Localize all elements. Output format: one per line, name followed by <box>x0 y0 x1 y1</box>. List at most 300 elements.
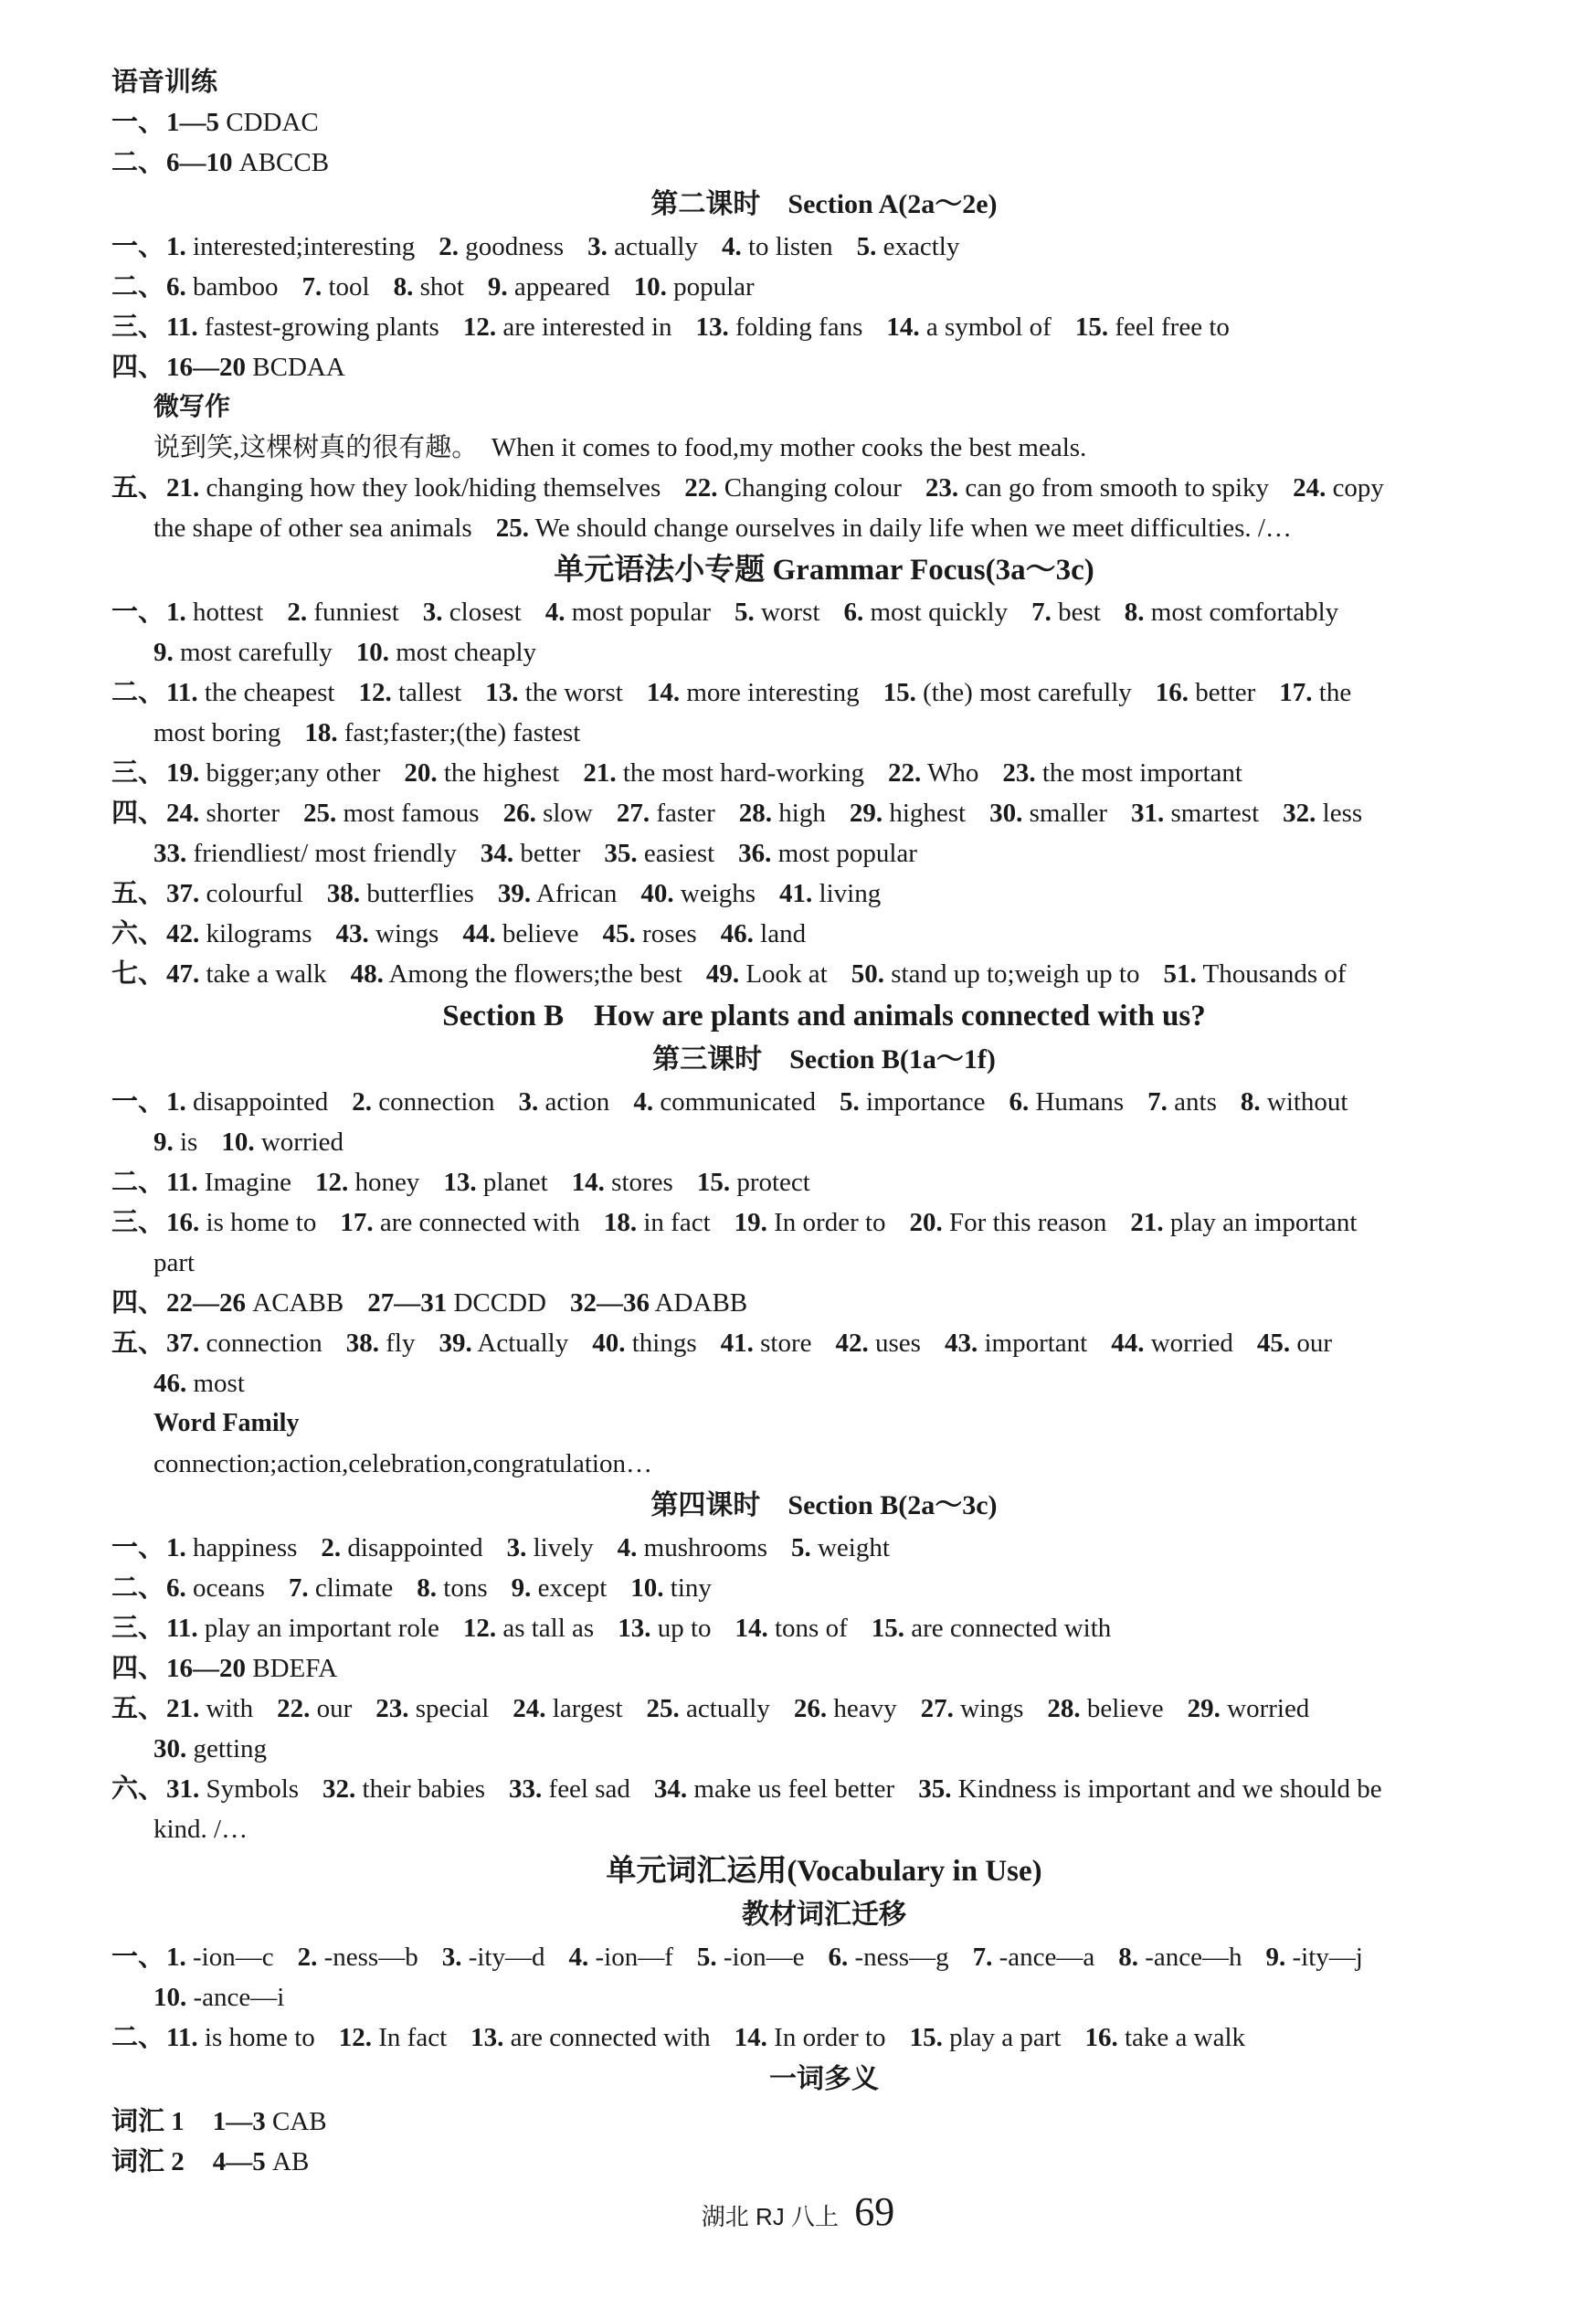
answer-number: 8. <box>393 272 414 302</box>
answer-item <box>794 1694 897 1723</box>
answer-item <box>618 1533 767 1562</box>
answer-number: 13. <box>443 1168 477 1197</box>
answer-text: Symbols <box>206 1774 300 1804</box>
answer-number: 19. <box>734 1208 767 1237</box>
answer-number: 39. <box>439 1329 472 1358</box>
answer-text: are connected with <box>911 1614 1112 1643</box>
answer-number: 3. <box>518 1087 539 1117</box>
answer-item <box>166 879 303 908</box>
answer-text: uses <box>875 1329 921 1358</box>
answer-number: 10. <box>153 1983 187 2012</box>
answer-item <box>166 1614 439 1643</box>
answer-number: 9. <box>1265 1943 1286 1972</box>
answer-text: copy <box>1332 473 1384 503</box>
answer-item <box>634 272 755 302</box>
answer-item <box>1031 598 1101 627</box>
answer-text: easiest <box>643 839 715 868</box>
answer-item <box>166 353 345 382</box>
answer-number: 1. <box>166 1087 186 1117</box>
answer-text: disappointed <box>347 1533 483 1562</box>
answer-number: 9. <box>511 1573 532 1603</box>
answer-text: ants <box>1174 1087 1217 1117</box>
answer-number: 9. <box>153 638 174 667</box>
answer-item <box>910 2023 1062 2052</box>
answer-row <box>111 2102 1537 2142</box>
answer-number: 51. <box>1163 959 1197 989</box>
answer-number: 12. <box>462 1614 497 1643</box>
answer-text: -ance—i <box>193 1983 285 2012</box>
answer-item <box>840 1087 985 1117</box>
answer-number: 1. <box>166 1943 186 1972</box>
answer-number: 14. <box>886 312 920 342</box>
answer-item <box>684 473 902 503</box>
answer-number: 2. <box>287 598 308 627</box>
answer-row <box>111 307 1537 347</box>
answer-number: 18. <box>603 1208 638 1237</box>
answer-item <box>735 598 819 627</box>
answer-text: kilograms <box>206 919 312 948</box>
answer-item <box>442 1943 545 1972</box>
answer-item <box>351 959 682 989</box>
answer-number: 37. <box>166 879 200 908</box>
answer-number: 2. <box>297 1943 318 1972</box>
answer-number: 9. <box>487 272 508 302</box>
answer-text: tons <box>443 1573 488 1603</box>
answer-text: -ance—a <box>999 1943 1095 1972</box>
answer-item <box>513 1694 622 1723</box>
answer-number: 23. <box>1002 758 1036 788</box>
answer-item <box>503 799 593 828</box>
answer-text: closest <box>449 598 522 627</box>
question-group-label: 二、 <box>111 678 165 707</box>
answer-item <box>618 1614 711 1643</box>
answer-item <box>303 799 480 828</box>
answer-item <box>166 1329 322 1358</box>
answer-number: 31. <box>166 1774 200 1804</box>
answer-item <box>1283 799 1362 828</box>
answer-text: Thousands of <box>1202 959 1347 989</box>
answer-item <box>481 839 581 868</box>
answer-number: 32—36 <box>569 1288 650 1318</box>
answer-text: communicated <box>660 1087 817 1117</box>
answer-number: 34. <box>480 839 514 868</box>
answer-text: African <box>535 879 618 908</box>
answer-number: 7. <box>288 1573 309 1603</box>
answer-item <box>1188 1694 1310 1723</box>
answer-item <box>166 598 263 627</box>
answer-row <box>111 1162 1537 1202</box>
answer-item <box>439 1329 568 1358</box>
answer-text: our <box>316 1694 353 1723</box>
question-group-label: 六、 <box>111 919 165 948</box>
answer-number: 13. <box>618 1614 651 1643</box>
answer-item <box>340 1208 580 1237</box>
answer-item <box>617 799 715 828</box>
answer-item <box>828 1943 948 1972</box>
answer-item <box>153 1128 197 1157</box>
answer-item <box>485 678 623 707</box>
answer-number: 2. <box>439 232 459 261</box>
answer-text: without <box>1266 1087 1348 1117</box>
answer-number: 15. <box>883 678 916 707</box>
answer-text: stores <box>611 1168 673 1197</box>
answer-item <box>1002 758 1242 788</box>
answer-text: CDDAC <box>226 108 319 137</box>
answer-row <box>111 1608 1537 1648</box>
answer-row <box>111 1568 1537 1608</box>
answer-number: 7. <box>1147 1087 1168 1117</box>
answer-continuation <box>111 1122 1537 1162</box>
answer-item <box>872 1614 1112 1643</box>
answer-text: fast;faster;(the) fastest <box>344 718 581 747</box>
answer-item <box>289 1573 393 1603</box>
answer-number: 23. <box>375 1694 409 1723</box>
answer-number: 33. <box>509 1774 543 1804</box>
answer-number: 10. <box>355 638 389 667</box>
answer-row <box>111 1323 1537 1363</box>
answer-text: most <box>193 1369 245 1398</box>
answer-number: 25. <box>303 799 337 828</box>
answer-number: 23. <box>925 473 959 503</box>
answer-text: actually <box>686 1694 770 1723</box>
answer-text: honey <box>354 1168 420 1197</box>
answer-number: 41. <box>720 1329 754 1358</box>
answer-item <box>423 598 522 627</box>
answer-number: 1—3 <box>212 2107 266 2136</box>
answer-number: 20. <box>909 1208 943 1237</box>
answer-row <box>111 1937 1537 1977</box>
answer-item <box>322 1774 485 1804</box>
answer-text: hottest <box>193 598 264 627</box>
answer-number: 15. <box>909 2023 943 2052</box>
answer-number: 4. <box>617 1533 638 1562</box>
answer-number: 21. <box>166 473 200 503</box>
answer-item <box>470 2023 711 2052</box>
answer-item <box>647 1694 770 1723</box>
answer-text: Kindness is important and we should be <box>957 1774 1382 1804</box>
answer-number: 38. <box>326 879 361 908</box>
answer-number: 22. <box>277 1694 311 1723</box>
answer-text: weighs <box>680 879 756 908</box>
answer-text: with <box>206 1694 254 1723</box>
answer-number: 8. <box>417 1573 438 1603</box>
answer-item <box>153 1815 248 1844</box>
answer-item <box>921 1694 1024 1723</box>
answer-text: in fact <box>643 1208 711 1237</box>
question-group-label: 一、 <box>111 232 165 261</box>
answer-item <box>735 1208 886 1237</box>
answer-text: tool <box>328 272 370 302</box>
answer-text: to listen <box>747 232 833 261</box>
answer-item <box>153 1983 284 2012</box>
answer-item <box>910 1208 1107 1237</box>
answer-item <box>153 638 333 667</box>
answer-text: our <box>1296 1329 1333 1358</box>
answer-item <box>888 758 978 788</box>
answer-text: fastest-growing plants <box>204 312 439 342</box>
question-group-label: 四、 <box>111 353 165 382</box>
answer-text: up to <box>657 1614 712 1643</box>
answer-number: 11. <box>166 678 198 707</box>
answer-item <box>572 1168 673 1197</box>
answer-number: 35. <box>604 839 638 868</box>
answer-item <box>1125 598 1338 627</box>
answer-item <box>404 758 559 788</box>
answer-number: 10. <box>630 1573 664 1603</box>
answer-item <box>1111 1329 1233 1358</box>
answer-item <box>166 1168 291 1197</box>
question-group-label: 三、 <box>111 758 165 788</box>
answer-number: 13. <box>695 312 729 342</box>
answer-text: ACABB <box>252 1288 344 1318</box>
answer-number: 28. <box>738 799 773 828</box>
answer-text: In order to <box>774 2023 886 2052</box>
answer-item <box>166 1208 316 1237</box>
answer-number: 43. <box>335 919 369 948</box>
answer-item <box>791 1533 890 1562</box>
answer-item <box>604 839 714 868</box>
answer-text: action <box>544 1087 610 1117</box>
answer-item <box>153 514 472 543</box>
answer-item <box>417 1573 487 1603</box>
answer-text: as tall as <box>502 1614 595 1643</box>
answer-item <box>153 433 1086 462</box>
answer-number: 44. <box>1111 1329 1145 1358</box>
answer-number: 21. <box>1130 1208 1164 1237</box>
answer-number: 5. <box>840 1087 860 1117</box>
answer-number: 27. <box>616 799 650 828</box>
answer-number: 14. <box>735 1614 768 1643</box>
answer-item <box>321 1533 482 1562</box>
answer-text: oceans <box>193 1573 265 1603</box>
answer-number: 5. <box>734 598 755 627</box>
answer-item <box>1130 1208 1357 1237</box>
answer-text: actually <box>614 232 698 261</box>
answer-continuation <box>111 428 1537 468</box>
answer-number: 29. <box>1187 1694 1221 1723</box>
answer-item <box>989 799 1107 828</box>
answer-number: 12. <box>462 312 497 342</box>
answer-item <box>166 959 327 989</box>
answer-number: 20. <box>404 758 438 788</box>
answer-number: 8. <box>1240 1087 1261 1117</box>
answer-item <box>779 879 881 908</box>
answer-number: 1. <box>166 232 186 261</box>
answer-item <box>496 514 1292 543</box>
answer-item <box>1047 1694 1163 1723</box>
answer-text: is home to <box>204 2023 315 2052</box>
answer-text: worried <box>1227 1694 1310 1723</box>
answer-text: We should change ourselves in daily life when we meet difficulties. /… <box>534 514 1292 543</box>
answer-text: For this reason <box>949 1208 1107 1237</box>
answer-number: 33. <box>153 839 187 868</box>
answer-item <box>843 598 1008 627</box>
section-heading: 一词多义 <box>769 2064 879 2094</box>
answer-number: 38. <box>345 1329 379 1358</box>
answer-text: CAB <box>272 2107 327 2136</box>
answer-text: folding fans <box>735 312 863 342</box>
answer-number: 1. <box>166 1533 186 1562</box>
answer-number: 45. <box>602 919 636 948</box>
answer-item <box>166 1694 253 1723</box>
answer-row <box>111 914 1537 954</box>
answer-text: butterflies <box>366 879 474 908</box>
answer-item <box>166 232 415 261</box>
question-group-label: 三、 <box>111 312 165 342</box>
answer-text: living <box>819 879 882 908</box>
answer-text: smartest <box>1170 799 1260 828</box>
answer-text: -ance—h <box>1145 1943 1242 1972</box>
answer-text: things <box>631 1329 697 1358</box>
answer-number: 6—10 <box>166 148 233 177</box>
answer-item <box>735 2023 886 2052</box>
answer-item <box>512 1573 608 1603</box>
answer-text: most cheaply <box>396 638 537 667</box>
answer-number: 44. <box>462 919 496 948</box>
answer-text: faster <box>656 799 715 828</box>
question-group-label: 一、 <box>111 108 165 137</box>
answer-item <box>166 1533 297 1562</box>
answer-item <box>166 1573 265 1603</box>
answer-item <box>166 473 661 503</box>
answer-text: In fact <box>378 2023 448 2052</box>
answer-number: 6. <box>166 272 186 302</box>
answer-number: 21. <box>166 1694 200 1723</box>
answer-number: 29. <box>849 799 883 828</box>
answer-text: worried <box>260 1128 344 1157</box>
answer-text: is <box>180 1128 198 1157</box>
answer-text: climate <box>314 1573 394 1603</box>
answer-number: 24. <box>513 1694 546 1723</box>
answer-text: take a walk <box>206 959 327 989</box>
answer-number: 50. <box>851 959 884 989</box>
question-group-label: 四、 <box>111 799 165 828</box>
answer-item <box>166 148 329 177</box>
answer-item <box>697 1943 805 1972</box>
answer-text: lively <box>533 1533 594 1562</box>
answer-item <box>153 718 280 747</box>
answer-row <box>111 347 1537 387</box>
answer-item <box>1075 312 1230 342</box>
answer-number: 6. <box>828 1943 849 1972</box>
answer-row <box>111 592 1537 632</box>
answer-number: 3. <box>506 1533 527 1562</box>
answer-text: a symbol of <box>925 312 1052 342</box>
answer-text: weight <box>817 1533 890 1562</box>
answer-number: 27—31 <box>367 1288 448 1318</box>
answer-item <box>153 1449 652 1478</box>
answer-item <box>697 1168 810 1197</box>
answer-continuation <box>111 713 1537 753</box>
answer-row <box>111 102 1537 143</box>
answer-continuation <box>111 1809 1537 1849</box>
answer-number: 15. <box>1074 312 1109 342</box>
answer-number: 43. <box>944 1329 978 1358</box>
answer-text: worst <box>760 598 820 627</box>
answer-text: play a part <box>949 2023 1062 2052</box>
answer-text: worried <box>1150 1329 1233 1358</box>
answer-item <box>706 959 828 989</box>
answer-item <box>1293 473 1384 503</box>
answer-item <box>569 1943 673 1972</box>
answer-item <box>1084 2023 1245 2052</box>
question-group-label: 词汇 1 <box>111 2107 211 2136</box>
answer-item <box>166 1087 328 1117</box>
answer-item <box>213 2147 310 2176</box>
answer-continuation <box>111 508 1537 548</box>
answer-item <box>315 1168 419 1197</box>
answer-text: most popular <box>777 839 917 868</box>
answer-text: popular <box>673 272 755 302</box>
answer-number: 14. <box>646 678 681 707</box>
answer-item <box>352 1087 494 1117</box>
answer-number: 49. <box>705 959 740 989</box>
answer-text: the cheapest <box>204 678 335 707</box>
answer-row <box>111 1648 1537 1689</box>
answer-number: 5. <box>790 1533 811 1562</box>
answer-text: Who <box>926 758 979 788</box>
answer-row <box>111 753 1537 793</box>
answer-continuation <box>111 632 1537 672</box>
question-group-label: 一、 <box>111 1087 165 1117</box>
answer-number: 4. <box>568 1943 589 1972</box>
answer-number: 6. <box>166 1573 186 1603</box>
answer-item <box>738 839 917 868</box>
answer-text: exactly <box>883 232 960 261</box>
answer-number: 11. <box>166 1614 198 1643</box>
question-group-label: 一、 <box>111 598 165 627</box>
answer-number: 8. <box>1118 1943 1138 1972</box>
answer-item <box>850 799 966 828</box>
answer-item <box>443 1168 547 1197</box>
answer-item <box>647 678 860 707</box>
sub-heading: Word Family <box>153 1409 300 1437</box>
answer-text: friendliest/ most friendly <box>193 839 457 868</box>
answer-item <box>166 1774 299 1804</box>
answer-text: largest <box>552 1694 623 1723</box>
answer-item <box>507 1533 594 1562</box>
answer-text: Changing colour <box>724 473 902 503</box>
answer-number: 34. <box>653 1774 688 1804</box>
answer-item <box>463 1614 594 1643</box>
answer-item <box>570 1288 747 1318</box>
answer-number: 13. <box>470 2023 504 2052</box>
answer-text: shot <box>419 272 464 302</box>
answer-number: 31. <box>1130 799 1165 828</box>
answer-text: make us feel better <box>693 1774 895 1804</box>
answer-row <box>111 1082 1537 1122</box>
answer-text: connection <box>206 1329 322 1358</box>
answer-number: 22. <box>684 473 718 503</box>
answer-number: 14. <box>571 1168 605 1197</box>
answer-continuation <box>111 1243 1537 1283</box>
answer-text: Actually <box>477 1329 569 1358</box>
answer-text: colourful <box>206 879 303 908</box>
answer-number: 12. <box>358 678 392 707</box>
question-group-label: 七、 <box>111 959 165 989</box>
answer-text: play an important <box>1169 1208 1358 1237</box>
section-label: 语音训练 <box>111 68 218 97</box>
answer-text: tiny <box>670 1573 712 1603</box>
answer-number: 16—20 <box>166 353 247 382</box>
question-group-label: 二、 <box>111 1168 165 1197</box>
answer-text: (the) most carefully <box>923 678 1132 707</box>
answer-row <box>111 143 1537 183</box>
answer-text: changing how they look/hiding themselves <box>206 473 661 503</box>
answer-text: believe <box>1086 1694 1164 1723</box>
answer-number: 40. <box>640 879 674 908</box>
question-group-label: 一、 <box>111 1533 165 1562</box>
